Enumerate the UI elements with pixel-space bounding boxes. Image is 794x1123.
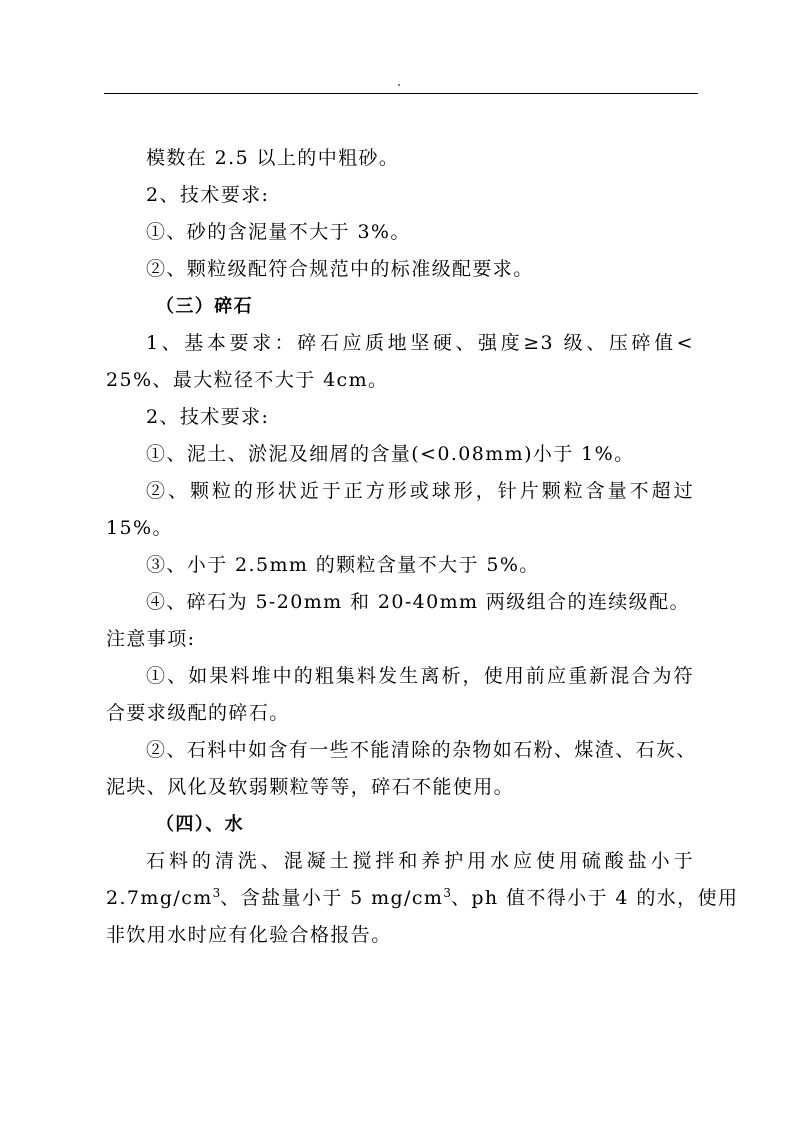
text-segment: 2.7mg/cm [106,887,213,909]
paragraph-line: ④、碎石为 5-20mm 和 20-40mm 两级组合的连续级配。 [146,591,690,613]
superscript: 3 [212,886,221,900]
paragraph-line: 模数在 2.5 以上的中粗砂。 [146,147,400,169]
paragraph-line: ①、泥土、淤泥及细屑的含量(<0.08mm)小于 1%。 [146,443,635,465]
paragraph-line: ②、颗粒级配符合规范中的标准级配要求。 [146,258,534,280]
paragraph-line: 15%。 [106,517,173,539]
paragraph-line: ②、石料中如含有一些不能清除的杂物如石粉、煤渣、石灰、 [146,739,697,761]
paragraph-line: 2、技术要求: [146,184,270,206]
header-rule [104,93,698,94]
paragraph-line: 非饮用水时应有化验合格报告。 [106,924,392,946]
text-segment: 、ph 值不得小于 4 的水，使用 [450,887,739,909]
paragraph-line: ②、颗粒的形状近于正方形或球形，针片颗粒含量不超过 [146,480,694,502]
section-heading-water: （四）、水 [156,814,244,835]
paragraph-line: 25%、最大粒径不大于 4cm。 [106,369,389,391]
paragraph-line: 1、基本要求：碎石应质地坚硬、强度≥3 级、压碎值< [146,332,694,354]
paragraph-line: ③、小于 2.5mm 的颗粒含量不大于 5%。 [146,554,540,576]
superscript: 3 [443,886,451,900]
paragraph-line: 合要求级配的碎石。 [106,702,290,724]
paragraph-line: 石料的清洗、混凝土搅拌和养护用水应使用硫酸盐小于 [146,850,694,872]
section-heading-gravel: （三）碎石 [156,296,253,317]
paragraph-line-with-superscripts [106,880,739,917]
notes-heading: 注意事项: [106,628,196,650]
header-dot [398,84,400,86]
text-segment: 、含盐量小于 5 mg/cm [220,887,444,909]
paragraph-line: 2、技术要求: [146,406,270,428]
paragraph-line: 泥块、风化及软弱颗粒等等，碎石不能使用。 [106,776,515,798]
document-body [106,140,739,954]
paragraph-line: ①、砂的含泥量不大于 3%。 [146,221,411,243]
paragraph-line: ①、如果料堆中的粗集料发生离析，使用前应重新混合为符 [146,665,694,687]
